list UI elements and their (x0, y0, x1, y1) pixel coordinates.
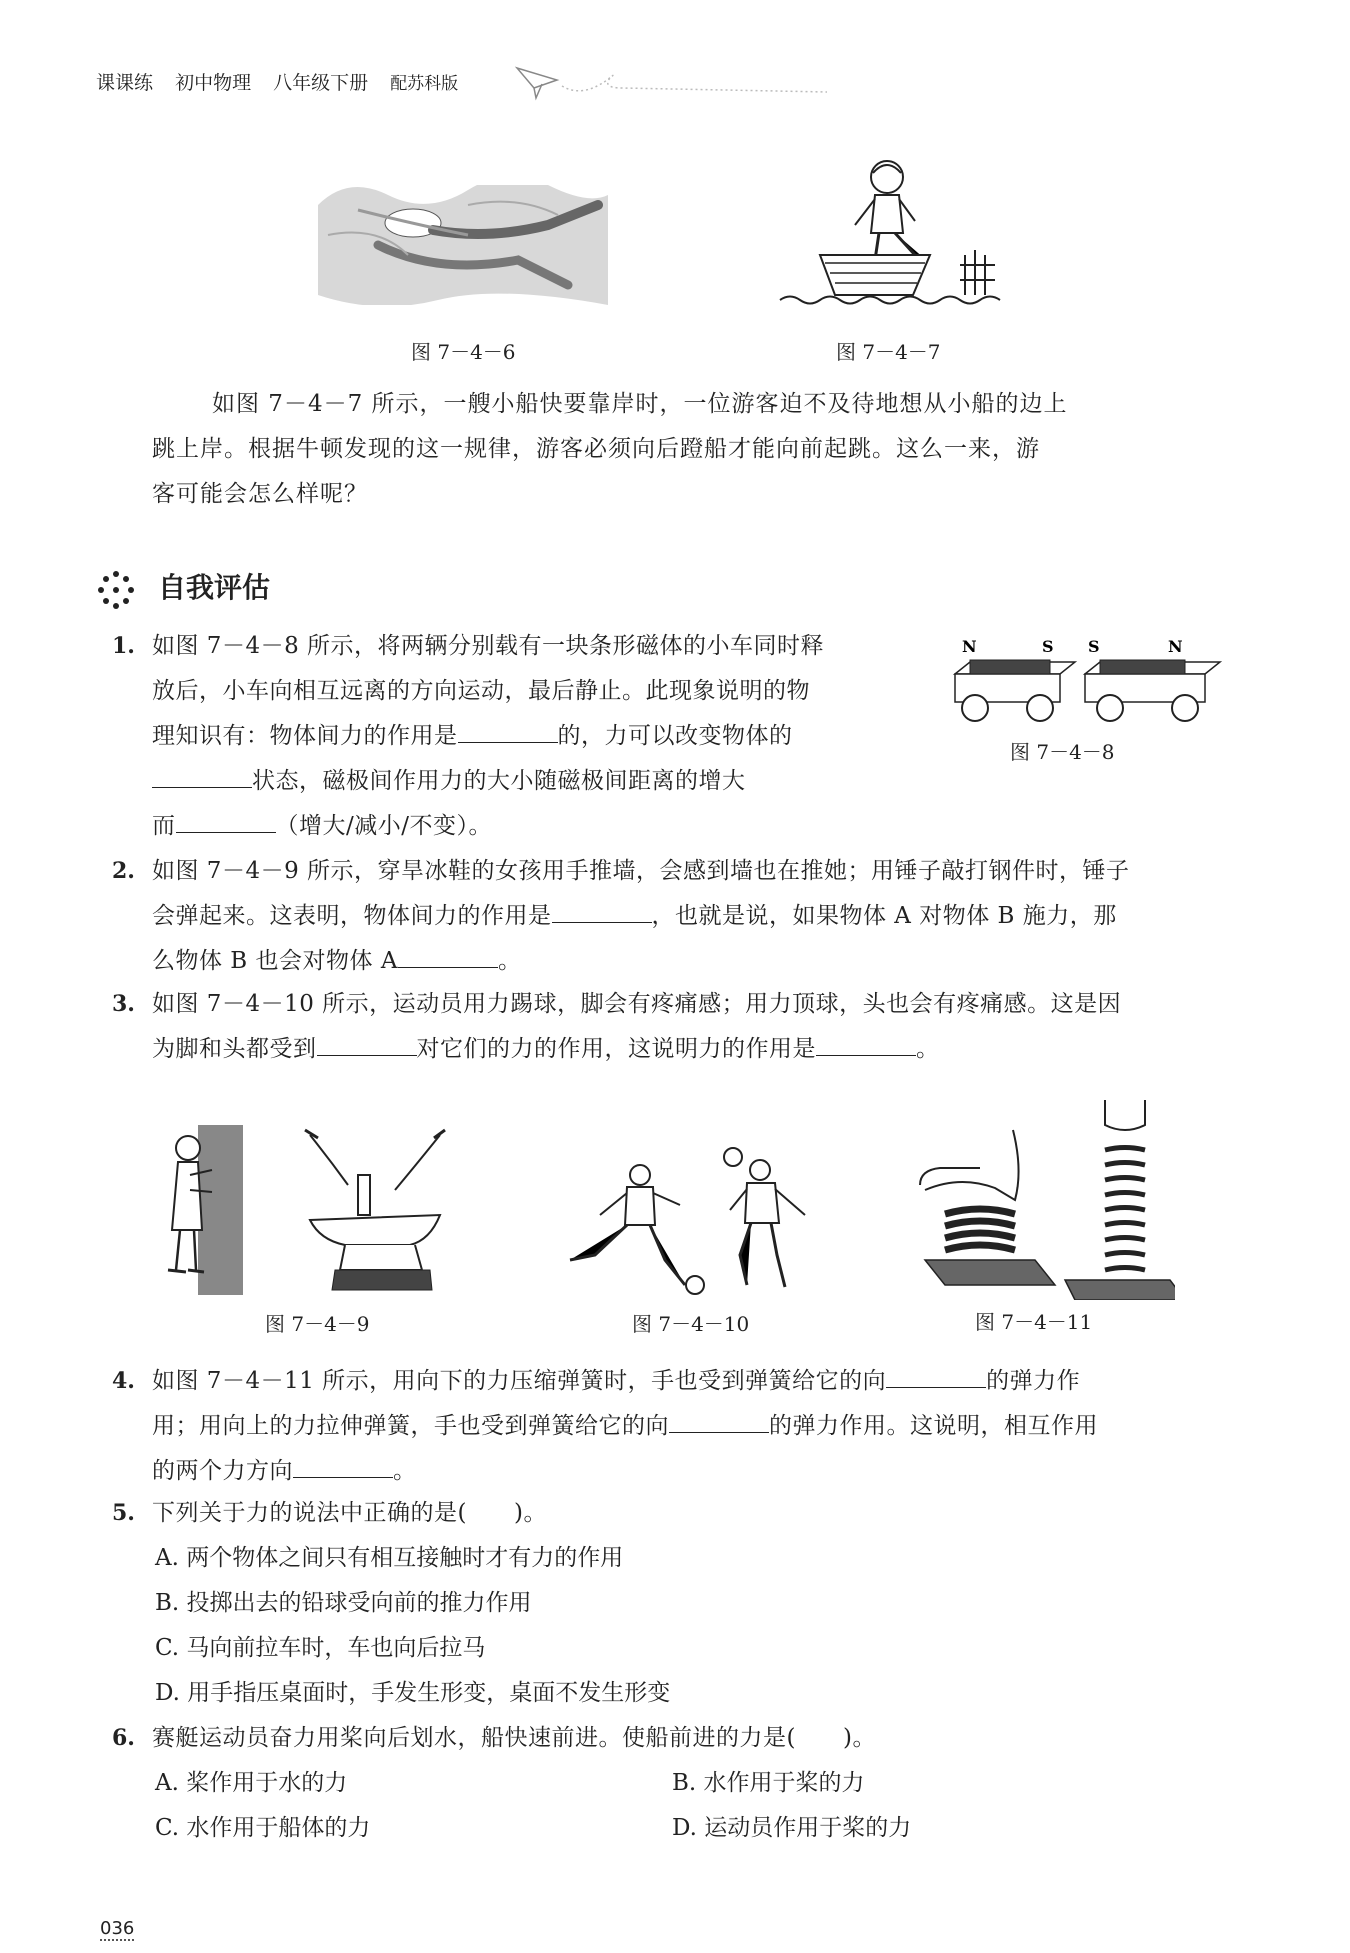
figure-caption-7-4-6: 图 7－4－6 (411, 340, 516, 364)
q2-line-1: 如图 7－4－9 所示，穿旱冰鞋的女孩用手推墙，会感到墙也在推她；用锤子敲打钢件时，锤子 (152, 858, 1130, 884)
magnet-label-n1: N (962, 637, 977, 656)
paper-plane-icon (512, 58, 832, 103)
q6-option-a[interactable]: A. 桨作用于水的力 (155, 1770, 348, 1796)
q1-blank-1[interactable] (458, 720, 558, 743)
q2-line-3-a: 么物体 B 也会对物体 A (152, 948, 398, 974)
q3-blank-1[interactable] (317, 1033, 417, 1056)
q6-number: 6. (112, 1725, 135, 1751)
q4-line-2-a: 用；用向上的力拉伸弹簧，手也受到弹簧给它的向 (152, 1413, 669, 1439)
q6-option-c[interactable]: C. 水作用于船体的力 (155, 1815, 371, 1841)
q4-line-3 (152, 1449, 417, 1494)
q5-stem: 下列关于力的说法中正确的是( )。 (152, 1500, 547, 1526)
q4-line-1 (152, 1359, 1080, 1404)
q3-line-2-c: 。 (916, 1036, 940, 1062)
q3-line-2-a: 为脚和头都受到 (152, 1036, 317, 1062)
q4-blank-1[interactable] (886, 1365, 986, 1388)
intro-line-2: 跳上岸。根据牛顿发现的这一规律，游客必须向后蹬船才能向前起跳。这么一来，游 (152, 436, 1040, 462)
figure-boat-boy (775, 155, 1005, 315)
header-edition: 配苏科版 (390, 74, 459, 94)
q3-number: 3. (112, 991, 135, 1017)
q3-line-2-b: 对它们的力的作用，这说明力的作用是 (416, 1036, 816, 1062)
q3-line-1: 如图 7－4－10 所示，运动员用力踢球，脚会有疼痛感；用力顶球，头也会有疼痛感。这是因 (152, 991, 1122, 1017)
q2-line-2-b: ，也就是说，如果物体 A 对物体 B 施力，那 (651, 903, 1117, 929)
magnet-label-s1: S (1042, 637, 1054, 656)
figure-caption-7-4-9: 图 7－4－9 (265, 1312, 370, 1336)
q1-line-3-b: 的，力可以改变物体的 (557, 723, 793, 749)
figure-magnet-carts (950, 636, 1230, 736)
q4-line-1-a: 如图 7－4－11 所示，用向下的力压缩弹簧时，手也受到弹簧给它的向 (152, 1368, 887, 1394)
q2-line-2-a: 会弹起来。这表明，物体间力的作用是 (152, 903, 552, 929)
magnet-label-n2: N (1168, 637, 1183, 656)
section-dots-icon (98, 570, 134, 610)
q2-blank-1[interactable] (552, 900, 652, 923)
header-grade: 八年级下册 (273, 72, 369, 94)
q1-number: 1. (112, 633, 135, 659)
header-series: 课课练 (96, 72, 154, 94)
q1-line-1: 如图 7－4－8 所示，将两辆分别载有一块条形磁体的小车同时释 (152, 633, 825, 659)
q4-blank-3[interactable] (293, 1455, 393, 1478)
figure-caption-7-4-8: 图 7－4－8 (1010, 740, 1115, 764)
header-subject: 初中物理 (175, 72, 252, 94)
figure-caption-7-4-7: 图 7－4－7 (836, 340, 941, 364)
q2-blank-2[interactable] (398, 945, 498, 968)
section-title: 自我评估 (158, 571, 271, 604)
q5-number: 5. (112, 1500, 135, 1526)
figure-springs (905, 1090, 1175, 1300)
q2-line-3-b: 。 (497, 948, 522, 974)
q4-line-2-b: 的弹力作用。这说明，相互作用 (769, 1413, 1098, 1439)
q2-number: 2. (112, 858, 135, 884)
figure-caption-7-4-10: 图 7－4－10 (632, 1312, 750, 1336)
intro-line-3: 客可能会怎么样呢？ (152, 481, 368, 507)
q1-line-2: 放后，小车向相互远离的方向运动，最后静止。此现象说明的物 (152, 678, 810, 704)
q5-option-b[interactable]: B. 投掷出去的铅球受向前的推力作用 (155, 1590, 532, 1616)
q1-line-4 (152, 759, 746, 804)
q1-blank-2[interactable] (152, 765, 252, 788)
intro-line-1: 如图 7－4－7 所示，一艘小船快要靠岸时，一位游客迫不及待地想从小船的边上 (212, 391, 1068, 417)
page-number: 036 (100, 1918, 135, 1939)
q1-line-5-b: （增大/减小/不变）。 (275, 813, 492, 839)
q6-option-d[interactable]: D. 运动员作用于桨的力 (672, 1815, 912, 1841)
figure-soccer-players (555, 1135, 835, 1300)
q6-stem: 赛艇运动员奋力用桨向后划水，船快速前进。使船前进的力是( )。 (152, 1725, 876, 1751)
figure-swimmer (318, 165, 608, 315)
q4-blank-2[interactable] (669, 1410, 769, 1433)
q5-option-c[interactable]: C. 马向前拉车时，车也向后拉马 (155, 1635, 486, 1661)
q2-line-3 (152, 939, 521, 984)
q1-line-4-b: 状态，磁极间作用力的大小随磁极间距离的增大 (252, 768, 746, 794)
q3-line-2 (152, 1027, 940, 1072)
q1-line-5 (152, 804, 492, 849)
q5-option-a[interactable]: A. 两个物体之间只有相互接触时才有力的作用 (155, 1545, 624, 1571)
q3-blank-2[interactable] (816, 1033, 916, 1056)
q2-line-2 (152, 894, 1117, 939)
q1-line-5-a: 而 (152, 813, 176, 839)
q4-line-3-b: 。 (393, 1458, 417, 1484)
q4-line-2 (152, 1404, 1098, 1449)
q1-blank-3[interactable] (176, 810, 276, 833)
figure-caption-7-4-11: 图 7－4－11 (975, 1310, 1093, 1334)
q5-option-d[interactable]: D. 用手指压桌面时，手发生形变，桌面不发生形变 (155, 1680, 671, 1706)
running-header (96, 68, 474, 95)
q4-line-3-a: 的两个力方向 (152, 1458, 293, 1484)
q1-line-3 (152, 714, 793, 759)
q6-option-b[interactable]: B. 水作用于桨的力 (672, 1770, 865, 1796)
q4-line-1-b: 的弹力作 (986, 1368, 1081, 1394)
magnet-label-s2: S (1088, 637, 1100, 656)
q4-number: 4. (112, 1368, 135, 1394)
q1-line-3-a: 理知识有：物体间力的作用是 (152, 723, 458, 749)
figure-wall-and-anvil (160, 1120, 490, 1300)
